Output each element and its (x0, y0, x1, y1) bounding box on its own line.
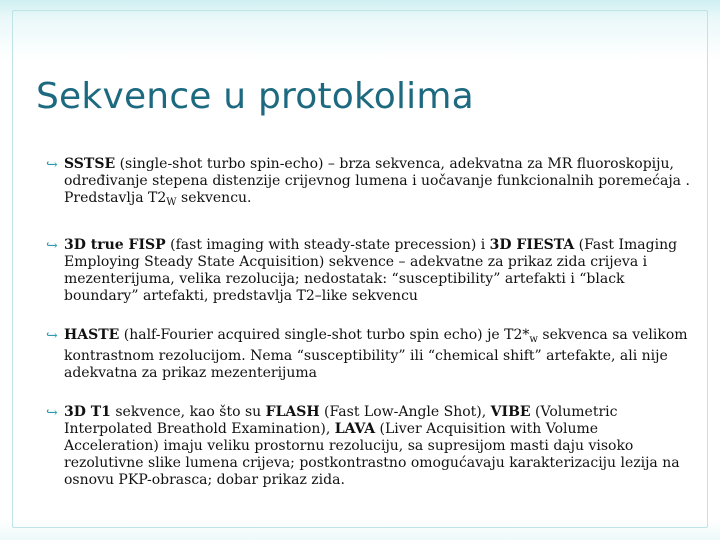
curved-arrow-icon: ↪ (46, 238, 58, 254)
bullet-3d-t1 (46, 404, 690, 489)
curved-arrow-icon: ↪ (46, 328, 58, 344)
bullet-bold-term: 3D T1 (64, 404, 111, 420)
bullet-text: (Volumetric Interpolated Breathold Examination), (64, 404, 618, 437)
bullet-bold-term: VIBE (490, 404, 531, 420)
curved-arrow-icon: ↪ (46, 405, 58, 421)
bullet-sstse (46, 156, 690, 211)
bullet-haste (46, 327, 690, 382)
bullet-list (46, 150, 690, 489)
subscript: W (166, 197, 177, 208)
slide-title: Sekvence u protokolima (36, 76, 474, 117)
bullet-bold-term: FLASH (265, 404, 320, 420)
bullet-text: (half-Fourier acquired single-shot turbo spin echo) je T2* (119, 327, 530, 343)
bullet-bold-term: HASTE (64, 327, 120, 343)
bullet-text: sekvenca sa velikom kontrastnom rezolucijom. Nema “susceptibility” ili “chemical shift” artefakte, ali nije adekvatna za prikaz mezenterijuma (64, 327, 688, 381)
bullet-text: sekvencu. (176, 190, 252, 206)
bullet-true-fisp (46, 237, 690, 305)
bullet-text: (single-shot turbo spin-echo) – brza sekvenca, adekvatna za MR fluoroskopiju, određivanje stepena distenzije crijevnog lumena i uočavanje funkcionalnih poremećaja . Predstavlja T2 (64, 156, 690, 206)
bullet-text: (fast imaging with steady-state precession) i (165, 237, 490, 253)
subscript: w (529, 334, 538, 345)
bullet-bold-term: 3D FIESTA (489, 237, 575, 253)
bullet-text: sekvence, kao što su (110, 404, 266, 420)
bullet-text: (Fast Imaging Employing Steady State Acquisition) sekvence – adekvatne za prikaz zida crijeva i mezenterijuma, velika rezolucija; nedostatak: “susceptibility” artefakti i “black boundary” artefakti, predstavlja T2–like sekvencu (64, 237, 678, 304)
bullet-text: (Fast Low-Angle Shot), (319, 404, 491, 420)
bullet-bold-term: SSTSE (64, 156, 116, 172)
curved-arrow-icon: ↪ (46, 157, 58, 173)
bullet-text: (Liver Acquisition with Volume Acceleration) imaju veliku prostornu rezoluciju, sa supresijom masti daju visoko rezolutivne slike lumena crijeva; postkontrastno omogućavaju karakterizaciju lezija na osnovu PKP-obrasca; dobar prikaz zida. (64, 421, 680, 488)
bullet-bold-term: LAVA (334, 421, 376, 437)
bullet-bold-term: 3D true FISP (64, 237, 166, 253)
